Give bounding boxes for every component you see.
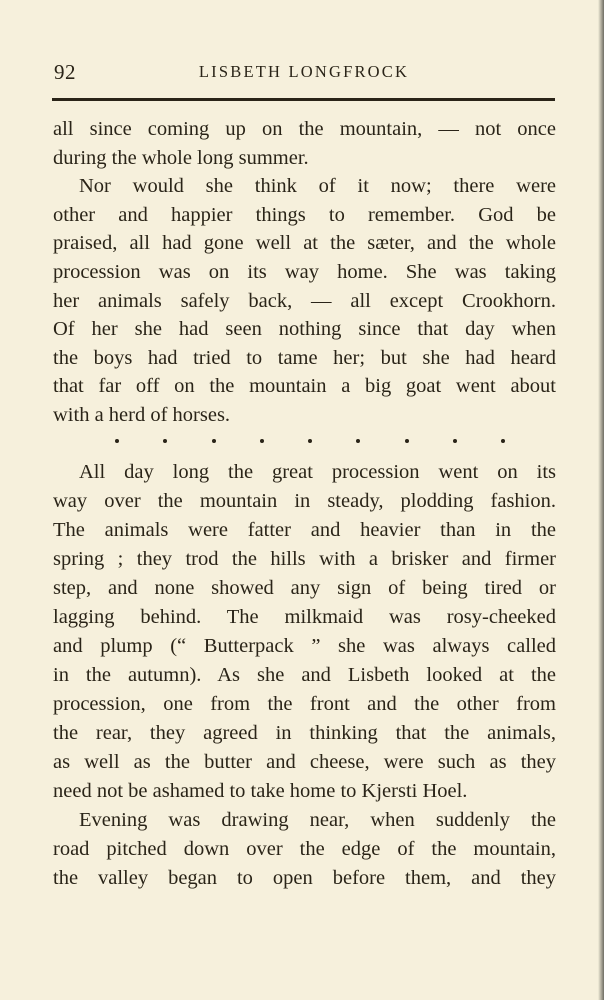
- text-line: all since coming up on the mountain, — not once: [53, 118, 556, 140]
- text-line: the valley began to open before them, and they: [53, 867, 556, 889]
- text-line: The animals were fatter and heavier than in the: [53, 519, 556, 541]
- text-line: her animals safely back, — all except Crookhorn.: [53, 289, 556, 312]
- text-line: Nor would she think of it now; there were: [79, 175, 556, 198]
- header-rule: [52, 98, 555, 101]
- section-break-dot: [308, 439, 312, 443]
- text-line: in the autumn). As she and Lisbeth looked at the: [53, 664, 556, 686]
- section-break-dot: [453, 439, 457, 443]
- text-line: with a herd of horses.: [53, 403, 231, 426]
- section-break-dot: [115, 439, 119, 443]
- section-break-dot: [356, 439, 360, 443]
- page-edge-shadow: [598, 0, 604, 1000]
- text-line: step, and none showed any sign of being tired or: [53, 577, 556, 599]
- body-text-section-2: [53, 458, 556, 893]
- section-break-dot: [501, 439, 505, 443]
- text-line: way over the mountain in steady, plodding fashion.: [53, 490, 556, 512]
- section-break-dot: [163, 439, 167, 443]
- section-break-dot: [260, 439, 264, 443]
- text-line: spring ; they trod the hills with a brisker and firmer: [53, 548, 556, 570]
- text-line: that far off on the mountain a big goat went about: [53, 375, 556, 398]
- text-line: lagging behind. The milkmaid was rosy-cheeked: [53, 606, 556, 628]
- page-number: 92: [54, 60, 76, 84]
- text-line: the rear, they agreed in thinking that the animals,: [53, 722, 556, 744]
- text-line: other and happier things to remember. God be: [53, 203, 556, 226]
- text-line: procession, one from the front and the other from: [53, 693, 556, 715]
- text-line: the boys had tried to tame her; but she had heard: [53, 346, 556, 369]
- text-line: Evening was drawing near, when suddenly the: [79, 809, 556, 831]
- text-line: praised, all had gone well at the sæter, and the whole: [53, 232, 556, 255]
- section-break-dots: [115, 439, 505, 443]
- text-line: procession was on its way home. She was taking: [53, 260, 556, 283]
- section-break-dot: [405, 439, 409, 443]
- text-line: and plump (“ Butterpack ” she was always called: [53, 635, 556, 657]
- text-line: during the whole long summer.: [53, 146, 309, 169]
- body-text-section-1: [53, 115, 556, 430]
- running-head: LISBETH LONGFROCK: [198, 62, 410, 81]
- section-break-dot: [212, 439, 216, 443]
- text-line: as well as the butter and cheese, were such as they: [53, 751, 556, 773]
- text-line: All day long the great procession went on its: [79, 461, 556, 483]
- text-line: Of her she had seen nothing since that day when: [53, 318, 556, 341]
- page-header: [54, 60, 554, 90]
- text-line: road pitched down over the edge of the mountain,: [53, 838, 556, 860]
- text-line: need not be ashamed to take home to Kjersti Hoel.: [53, 780, 468, 802]
